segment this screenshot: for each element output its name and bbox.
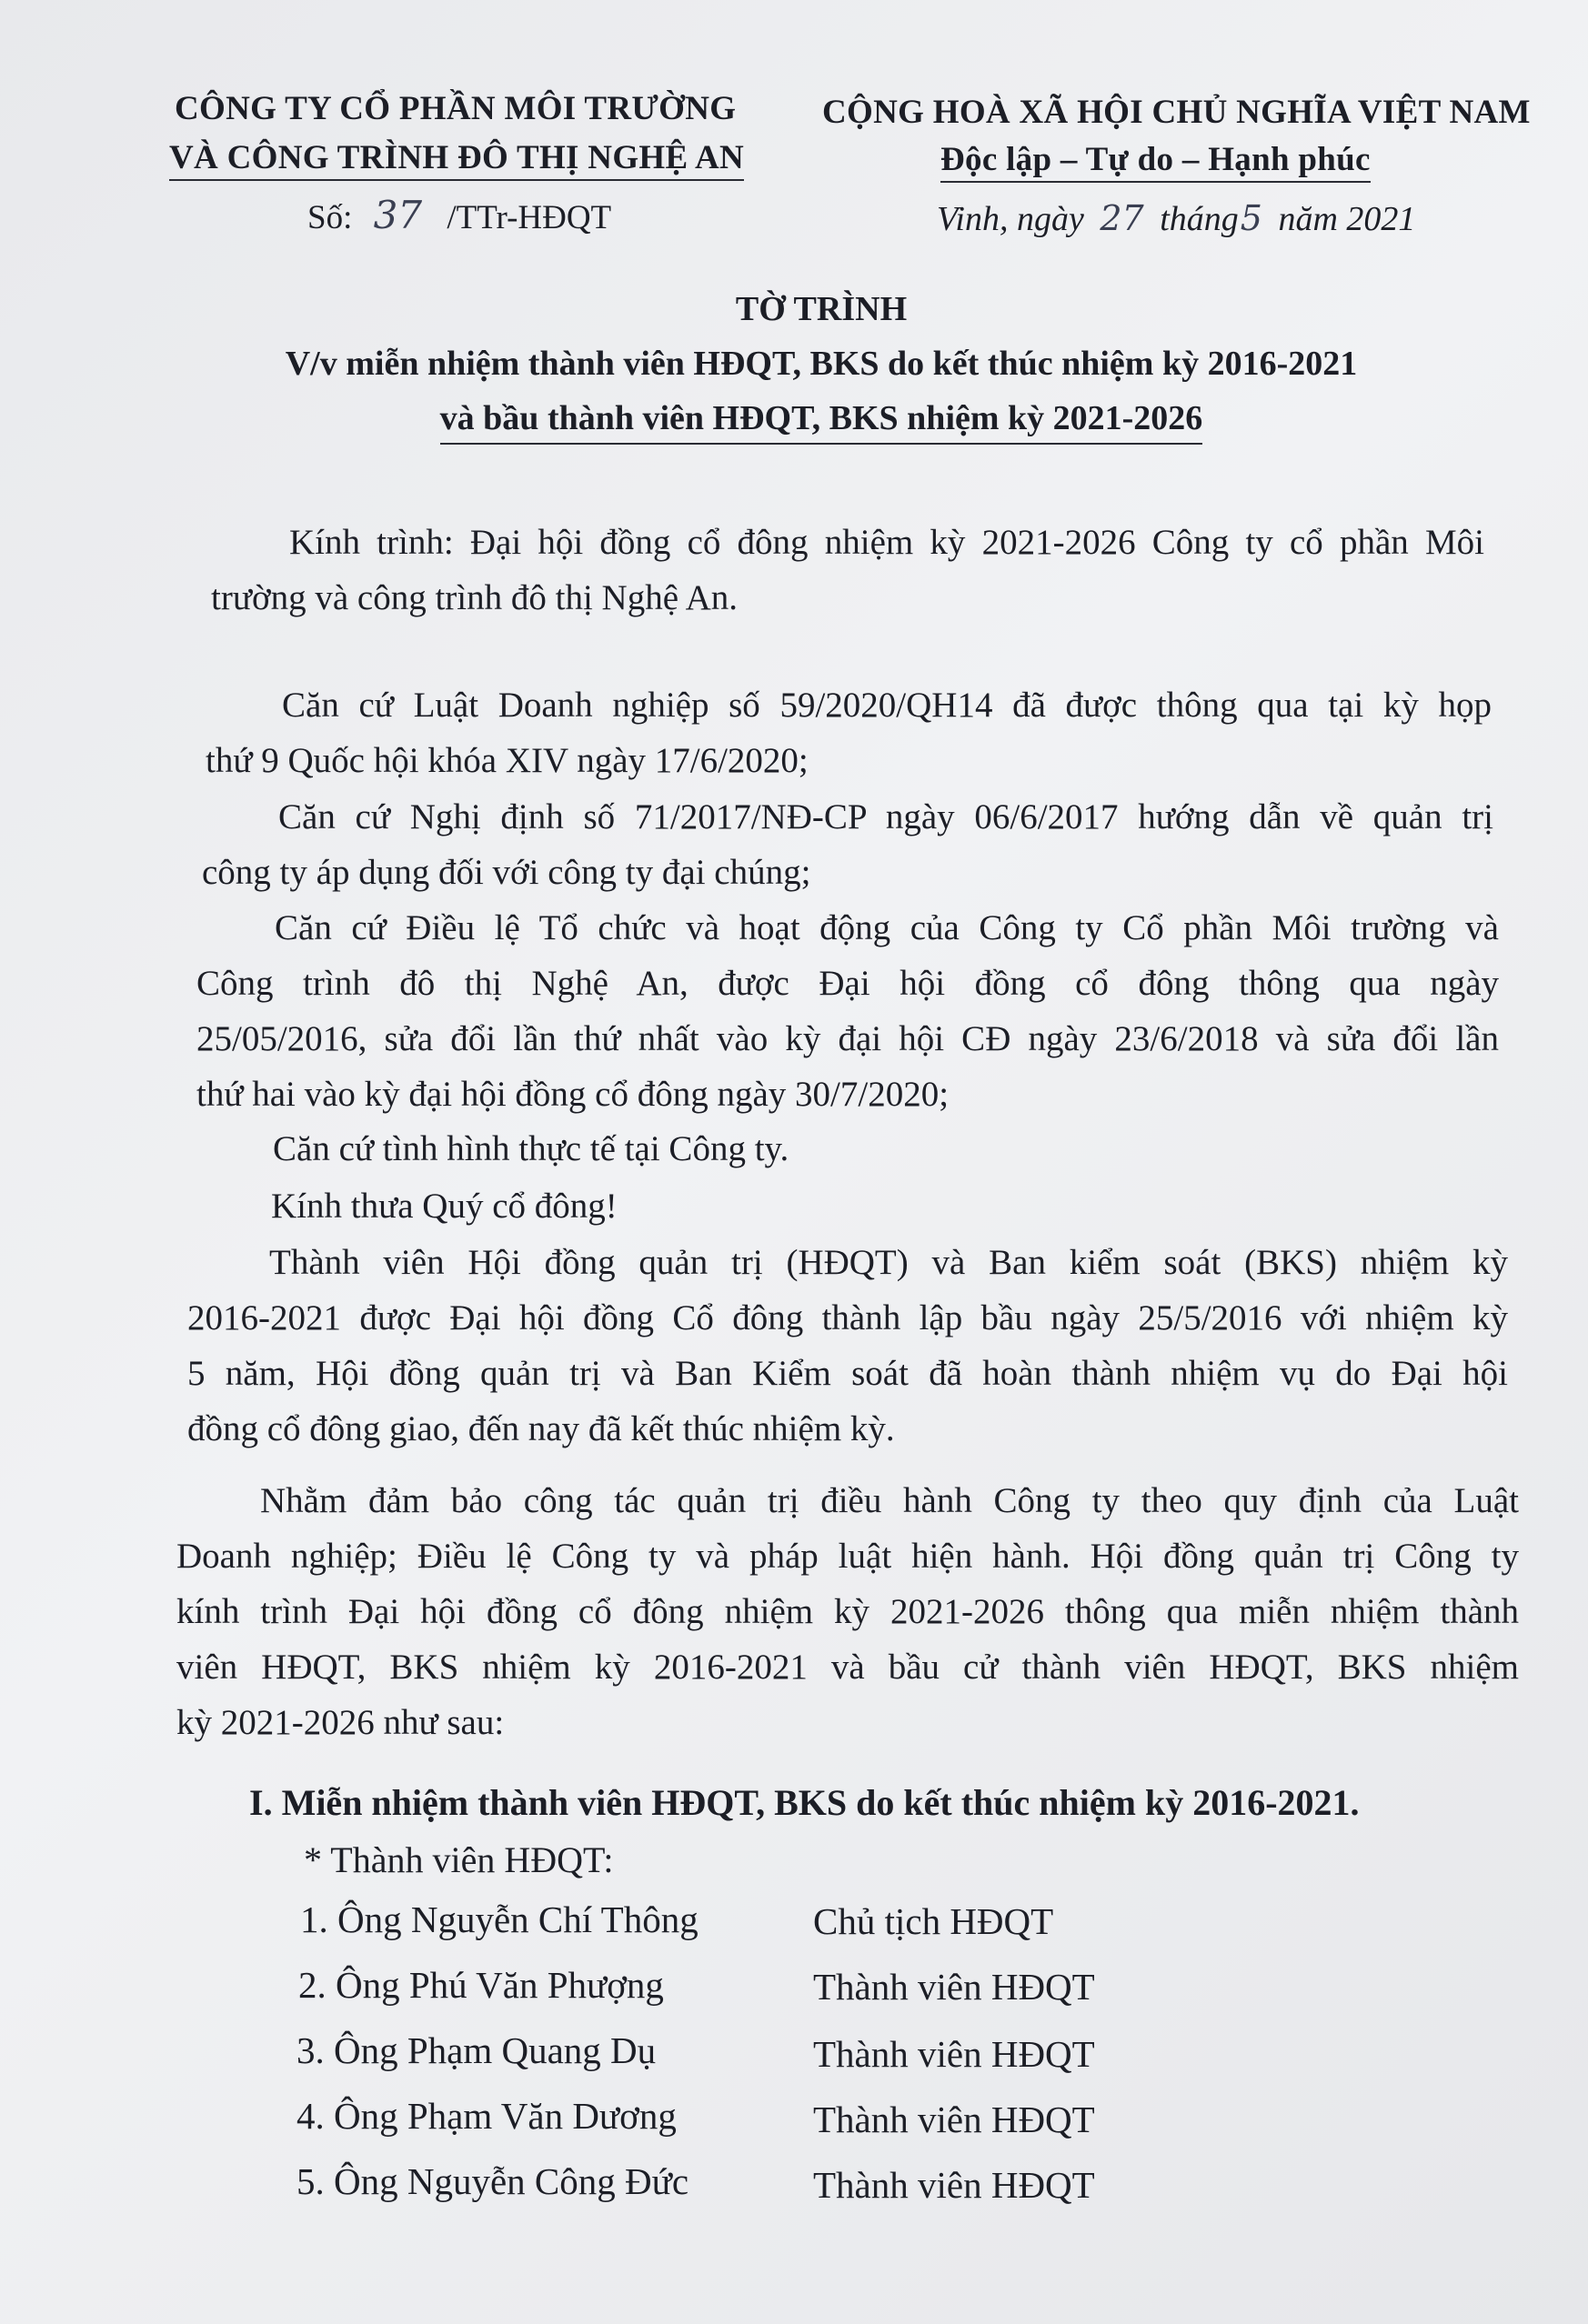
board-members-heading: * Thành viên HĐQT: [304,1839,614,1880]
section-1-heading: I. Miễn nhiệm thành viên HĐQT, BKS do kết thúc nhiệm kỳ 2016-2021. [249,1782,1360,1823]
member-4-role: Thành viên HĐQT [813,2099,1095,2140]
document-number-suffix: /TTr-HĐQT [447,199,612,236]
member-4-name: 4. Ông Phạm Văn Dương [296,2095,677,2137]
legal-basis-charter-line1: Căn cứ Điều lệ Tổ chức và hoạt động của Công ty Cổ phần Môi trường và [275,908,1499,947]
addressee-line1: Kính trình: Đại hội đồng cổ đông nhiệm kỳ 2021-2026 Công ty cổ phần Môi [289,523,1484,562]
date-month-label: tháng [1160,200,1239,238]
national-motto [940,140,1371,179]
addressee-line2: trường và công trình đô thị Nghệ An. [211,578,739,617]
company-name-line2 [169,138,744,177]
paragraph-proposal-line5: kỳ 2021-2026 như sau: [176,1703,505,1742]
legal-basis-charter-line2: Công trình đô thị Nghệ An, được Đại hội đồng cổ đông thông qua ngày [196,964,1499,1003]
member-1-name: 1. Ông Nguyễn Chí Thông [300,1898,699,1940]
legal-basis-charter-line3: 25/05/2016, sửa đổi lần thứ nhất vào kỳ đại hội CĐ ngày 23/6/2018 và sửa đổi lần [196,1019,1499,1058]
paragraph-term-summary-line2: 2016-2021 được Đại hội đồng Cổ đông thành lập bầu ngày 25/5/2016 với nhiệm kỳ [187,1298,1508,1337]
member-2-name: 2. Ông Phú Văn Phượng [298,1964,664,2006]
paragraph-term-summary-line4: đồng cổ đông giao, đến nay đã kết thúc nhiệm kỳ. [187,1409,895,1448]
paragraph-proposal-line4: viên HĐQT, BKS nhiệm kỳ 2016-2021 và bầu cử thành viên HĐQT, BKS nhiệm [176,1648,1519,1687]
addressee [211,515,1484,626]
date-month-handwritten: 5 [1240,198,1262,238]
legal-basis-decree-line1: Căn cứ Nghị định số 71/2017/NĐ-CP ngày 06/6/2017 hướng dẫn về quản trị [278,797,1493,836]
document-subject-line2 [0,398,1588,438]
member-5-name: 5. Ông Nguyễn Công Đức [296,2160,689,2202]
member-5-role: Thành viên HĐQT [813,2164,1095,2206]
company-name-line1: CÔNG TY CỔ PHẦN MÔI TRƯỜNG [175,90,737,127]
document-subject-line2-text: và bầu thành viên HĐQT, BKS nhiệm kỳ 2021-2026 [440,399,1203,445]
document-title: TỜ TRÌNH [735,290,908,328]
document-number-prefix: Số: [307,199,353,236]
legal-basis-law [206,677,1492,788]
legal-basis-decree [202,789,1493,900]
date-day-handwritten: 27 [1100,198,1144,238]
paragraph-term-summary-line1: Thành viên Hội đồng quản trị (HĐQT) và Ban kiểm soát (BKS) nhiệm kỳ [269,1243,1508,1282]
document-date [937,198,1415,239]
member-2-role: Thành viên HĐQT [813,1966,1095,2008]
document-number-handwritten: 37 [373,193,423,237]
paragraph-proposal-line1: Nhằm đảm bảo công tác quản trị điều hành Công ty theo quy định của Luật [260,1481,1519,1520]
company-name-line2-text: VÀ CÔNG TRÌNH ĐÔ THỊ NGHỆ AN [169,139,744,181]
member-3-role: Thành viên HĐQT [813,2033,1095,2075]
paragraph-term-summary [187,1235,1508,1457]
national-motto-text: Độc lập – Tự do – Hạnh phúc [940,141,1371,183]
paragraph-proposal [176,1473,1519,1750]
member-3-name: 3. Ông Phạm Quang Dụ [296,2029,657,2071]
national-title: CỘNG HOÀ XÃ HỘI CHỦ NGHĨA VIỆT NAM [822,94,1531,131]
legal-basis-charter-line4: thứ hai vào kỳ đại hội đồng cổ đông ngày 30/7/2020; [196,1075,950,1114]
greeting: Kính thưa Quý cổ đông! [271,1187,618,1226]
date-place-day-label: Vinh, ngày [937,200,1084,238]
legal-basis-decree-line2: công ty áp dụng đối với công ty đại chúng; [202,853,811,892]
paragraph-term-summary-line3: 5 năm, Hội đồng quản trị và Ban Kiểm soát đã hoàn thành nhiệm vụ do Đại hội [187,1354,1508,1393]
legal-basis-situation: Căn cứ tình hình thực tế tại Công ty. [273,1129,789,1168]
member-1-role: Chủ tịch HĐQT [813,1900,1054,1942]
date-year: năm 2021 [1278,200,1416,238]
document-number [307,193,611,237]
document-subject-line1: V/v miễn nhiệm thành viên HĐQT, BKS do kết thúc nhiệm kỳ 2016-2021 [285,345,1358,383]
paragraph-proposal-line3: kính trình Đại hội đồng cổ đông nhiệm kỳ 2021-2026 thông qua miễn nhiệm thành [176,1592,1519,1631]
legal-basis-charter [196,900,1499,1122]
legal-basis-law-line2: thứ 9 Quốc hội khóa XIV ngày 17/6/2020; [206,741,809,780]
paragraph-proposal-line2: Doanh nghiệp; Điều lệ Công ty và pháp luật hiện hành. Hội đồng quản trị Công ty [176,1537,1519,1576]
legal-basis-law-line1: Căn cứ Luật Doanh nghiệp số 59/2020/QH14 đã được thông qua tại kỳ họp [282,686,1492,725]
